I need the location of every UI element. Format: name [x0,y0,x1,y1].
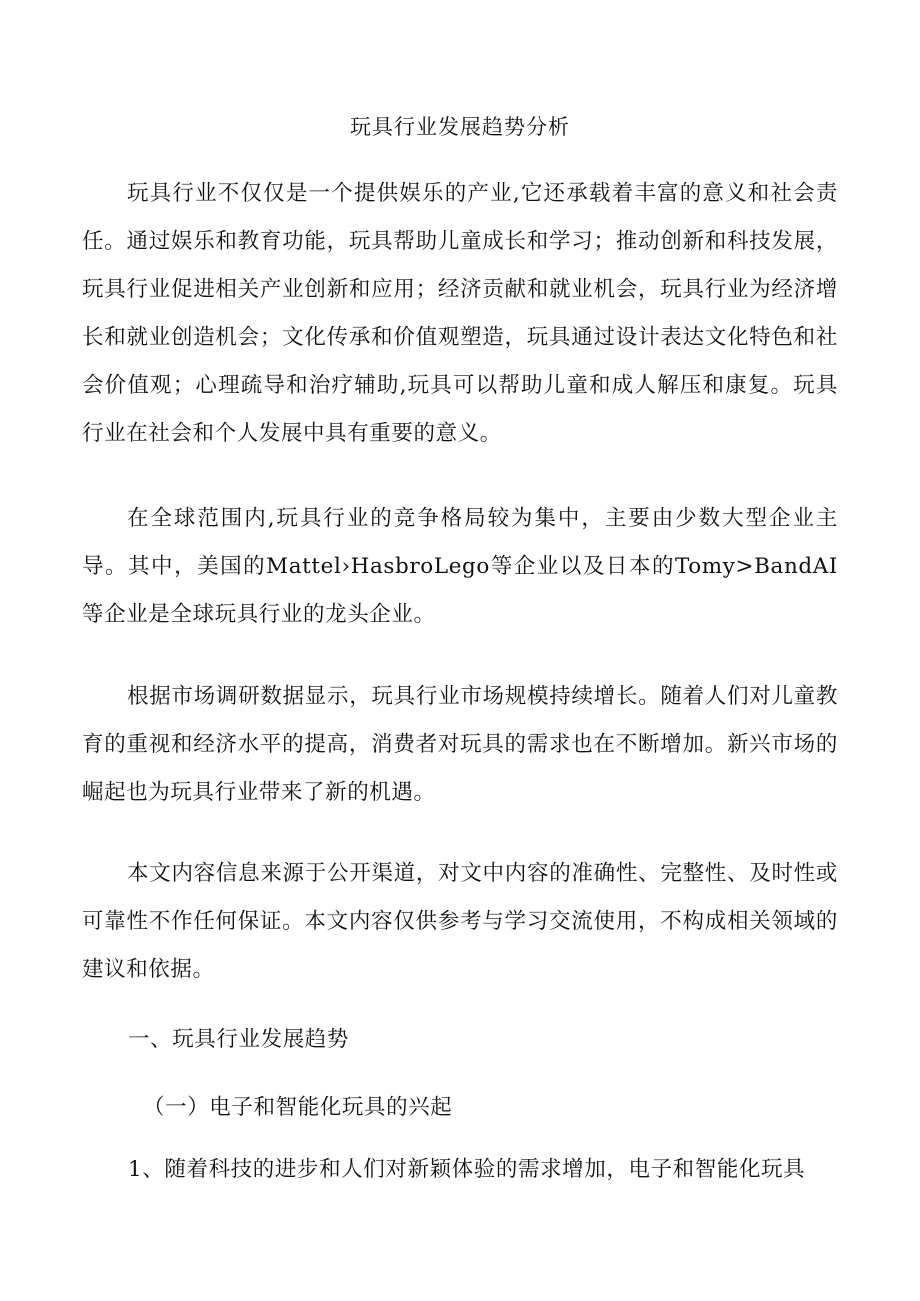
paragraph-competition: 在全球范围内,玩具行业的竞争格局较为集中，主要由少数大型企业主导。其中，美国的Mattel›HasbroLego等企业以及日本的Tomy>BandAI等企业是全球玩具行业的龙头企业。 [82,506,838,627]
paragraph-intro: 玩具行业不仅仅是一个提供娱乐的产业,它还承载着丰富的意义和社会责任。通过娱乐和教育功能，玩具帮助儿童成长和学习；推动创新和科技发展，玩具行业促进相关产业创新和应用；经济贡献和就业机会，玩具行业为经济增长和就业创造机会；文化传承和价值观塑造，玩具通过设计表达文化特色和社会价值观；心理疏导和治疗辅助,玩具可以帮助儿童和成人解压和康复。玩具行业在社会和个人发展中具有重要的意义。 [82,181,838,446]
paragraph-market-size: 根据市场调研数据显示，玩具行业市场规模持续增长。随着人们对儿童教育的重视和经济水平的提高，消费者对玩具的需求也在不断增加。新兴市场的崛起也为玩具行业带来了新的机遇。 [82,684,838,805]
subsection-heading: （一）电子和智能化玩具的兴起 [143,1095,453,1120]
document-title: 玩具行业发展趋势分析 [350,115,570,139]
paragraph-disclaimer: 本文内容信息来源于公开渠道，对文中内容的准确性、完整性、及时性或可靠性不作任何保证。本文内容仅供参考与学习交流使用，不构成相关领域的建议和依据。 [82,861,838,982]
section-heading: 一、玩具行业发展趋势 [128,1027,350,1052]
list-item: 1、随着科技的进步和人们对新颖体验的需求增加，电子和智能化玩具 [128,1157,806,1182]
